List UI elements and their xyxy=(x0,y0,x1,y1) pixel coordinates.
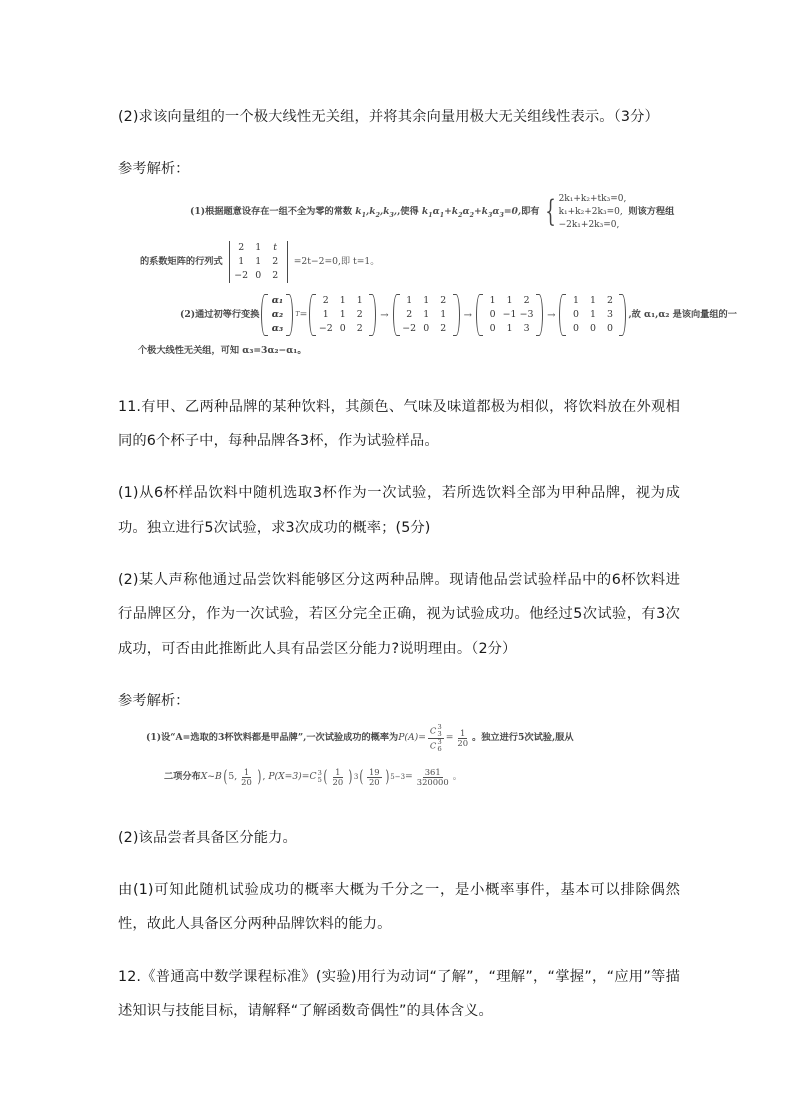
determinant xyxy=(226,241,291,283)
matrix-1-row-3 xyxy=(317,322,368,336)
result-equals: = xyxy=(405,771,413,783)
spacer xyxy=(118,142,680,152)
m2-2-1: 0 xyxy=(423,323,430,335)
matrix-2-paren-right xyxy=(453,294,460,336)
solution-1-lincomb: $k_1\alpha_1+k_2\alpha_2+k_3\alpha_3=0$, xyxy=(418,205,522,219)
matrix-1-row-2 xyxy=(317,308,368,322)
power-2-den: 20 xyxy=(368,776,380,787)
binomial-p-num: 1 xyxy=(243,766,250,777)
question-11-answer-2-body: 由(1)可知此随机试验成功的概率大概为千分之一，是小概率事件，基本可以排除偶然性，故此人具备区分两种品牌饮料的能力。 xyxy=(118,882,680,933)
m3-0-1: 1 xyxy=(506,295,513,307)
matrix-4-paren-right xyxy=(619,294,626,336)
colvec-grid xyxy=(269,294,285,336)
matrix-1-row-1 xyxy=(317,294,368,308)
spacer xyxy=(118,553,680,563)
m4-2-2: 0 xyxy=(606,323,613,335)
m3-0-0: 1 xyxy=(489,295,496,307)
solution-2-text-a: (1)设“A=选取的3杯饮料都是甲品牌”,一次试验成功的概率为 xyxy=(146,732,399,744)
m2-1-2: 1 xyxy=(440,309,447,321)
matrix-3 xyxy=(475,294,544,336)
matrix-3-grid xyxy=(484,294,535,336)
det-row-3 xyxy=(233,269,284,283)
probability-fraction-value xyxy=(455,729,470,748)
m2-1-1: 1 xyxy=(423,309,430,321)
m3-2-1: 1 xyxy=(506,323,513,335)
solution-1-conclusion: 个极大线性无关组，可知 α₃=3α₂−α₁。 xyxy=(138,345,307,357)
colvec-a2: α₂ xyxy=(271,309,284,321)
spacer xyxy=(118,674,680,684)
matrix-1 xyxy=(308,294,377,336)
colvec-row-1 xyxy=(269,294,285,308)
solution-1-det-lead: 的系数矩阵的行列式 xyxy=(140,255,223,267)
matrix-4-paren-left xyxy=(559,294,566,336)
power-term-1 xyxy=(322,766,354,789)
comb-den-base: C xyxy=(429,740,437,751)
det-cell-2-1: 0 xyxy=(255,269,262,281)
m1-0-0: 2 xyxy=(322,295,329,307)
document-content xyxy=(118,100,737,1036)
spacer xyxy=(118,466,680,476)
binomial-n: 5, xyxy=(228,771,238,783)
paren-right-glyph-2: ) xyxy=(348,766,353,787)
solution-2-distribution: X~B xyxy=(200,771,222,783)
solution-1-line-4 xyxy=(128,345,680,357)
comb-den-indices xyxy=(437,739,441,753)
det-cell-1-2: 2 xyxy=(272,255,279,267)
matrix-1-paren-left xyxy=(309,294,316,336)
matrix-3-row-1 xyxy=(484,294,535,308)
det-cell-0-1: 1 xyxy=(255,241,262,253)
spacer xyxy=(118,364,680,390)
matrix-4 xyxy=(558,294,627,336)
solution-1-text-a: (1)根据题意设存在一组不全为零的常数 xyxy=(190,205,353,217)
equation-row-2: k₁+k₂+2k₃=0, xyxy=(558,206,623,217)
colvec-row-2 xyxy=(269,308,285,322)
comb-num-indices xyxy=(437,724,441,738)
m1-1-1: 1 xyxy=(339,309,346,321)
solution-1-k1: $k_1,k_2,k_3$, xyxy=(352,205,398,219)
matrix-3-row-3 xyxy=(484,322,535,336)
m1-0-2: 1 xyxy=(356,295,363,307)
matrix-3-row-2 xyxy=(484,308,535,322)
result-num: 361 xyxy=(424,766,441,777)
matrix-4-row-1 xyxy=(567,294,618,308)
arrow-icon-2: → xyxy=(463,309,473,321)
solution-image-1 xyxy=(128,193,737,358)
m3-1-2: −3 xyxy=(519,309,534,321)
det-bar-left xyxy=(229,241,230,283)
matrix-3-paren-right xyxy=(536,294,543,336)
m1-1-0: 1 xyxy=(322,309,329,321)
question-11-part-2: (2)某人声称他通过品尝饮料能够区分这两种品牌。现请他品尝试验样品中的6杯饮料进行品牌区分，作为一次试验，若区分完全正确，视为试验成功。他经过5次试验，有3次成功，可否由此推断此人具有品尝区分能力?说明理由。（2分） xyxy=(118,572,680,657)
matrix-2-grid xyxy=(401,294,452,336)
equals-sign: = xyxy=(299,309,308,321)
solution-1-line-3: (2)通过初等行变换 α₁ α₂ α₃ T = 2 1 1 1 1 2 −2 0 2 → 1 1 2 2 1 1 −2 0 2 → 1 1 2 0 −1 −3 0 1 3 → 1 1 2 0 1 3 0 0 0 ,故 α₁,α₂ 是该向量组的一 xyxy=(128,294,680,336)
m4-0-2: 2 xyxy=(606,295,613,307)
power-2-fraction xyxy=(367,768,382,787)
det-cell-1-0: 1 xyxy=(238,255,245,267)
power-2-exponent: 5−3 xyxy=(390,772,406,781)
solution-1-text-i: 即有 xyxy=(521,205,540,217)
power-term-2 xyxy=(358,766,390,789)
prob-frac-den: 20 xyxy=(457,738,469,749)
m4-2-1: 0 xyxy=(589,323,596,335)
power-2-num: 19 xyxy=(368,766,380,777)
m2-0-2: 2 xyxy=(440,295,447,307)
m2-0-0: 1 xyxy=(406,295,413,307)
matrix-4-row-3 xyxy=(567,322,618,336)
m1-2-1: 0 xyxy=(339,323,346,335)
question-10-part-2: (2)求该向量组的一个极大线性无关组，并将其余向量用极大无关组线性表示。（3分） xyxy=(118,109,659,125)
spacer xyxy=(118,950,680,960)
m4-0-1: 1 xyxy=(589,295,596,307)
det-cell-1-1: 1 xyxy=(255,255,262,267)
probability-fraction-comb xyxy=(428,724,444,753)
m1-0-1: 1 xyxy=(339,295,346,307)
m3-2-0: 0 xyxy=(489,323,496,335)
det-cell-0-0: 2 xyxy=(238,241,245,253)
power-1-fraction xyxy=(331,768,346,787)
question-11-answer-2-head: (2)该品尝者具备区分能力。 xyxy=(118,829,297,846)
paren-right-glyph: ) xyxy=(257,766,262,787)
power-1-num: 1 xyxy=(335,766,341,777)
solution-2-line-1 xyxy=(128,724,680,753)
question-11-part-1: (1)从6杯样品饮料中随机选取3杯作为一次试验，若所选饮料全部为甲种品牌，视为成功。独立进行5次试验，求3次成功的概率；(5分) xyxy=(118,485,680,536)
px-comb-sub: 5 xyxy=(317,776,322,785)
left-brace-glyph: { xyxy=(545,194,557,230)
det-cell-2-2: 2 xyxy=(272,269,279,281)
colvec-row-3 xyxy=(269,322,285,336)
determinant-grid xyxy=(233,241,284,283)
question-12-stem: 12.《普通高中数学课程标准》(实验)用行为动词“了解”，“理解”，“掌握”，“应用”等描述知识与技能目标，请解释“了解函数奇偶性”的具体含义。 xyxy=(118,968,680,1020)
solution-1-det-tail: =2t−2=0,即 t=1。 xyxy=(293,255,380,267)
m4-1-2: 3 xyxy=(606,309,613,321)
solution-2-binomial-lead: 二项分布 xyxy=(164,771,201,783)
matrix-2-row-1 xyxy=(401,294,452,308)
solution-2-equals: = xyxy=(445,732,454,744)
m4-1-0: 0 xyxy=(572,309,579,321)
solution-1-rowop-tail: ,故 α₁,α₂ 是该向量组的一 xyxy=(628,309,737,321)
m2-0-1: 1 xyxy=(423,295,430,307)
solution-1-text-tail: 则该方程组 xyxy=(628,205,675,217)
result-period: 。 xyxy=(452,771,462,783)
colvec-a1: α₁ xyxy=(271,295,284,307)
power-1-den: 20 xyxy=(332,776,344,787)
m3-1-1: −1 xyxy=(502,309,517,321)
solution-1-line-2 xyxy=(128,241,680,283)
det-bar-right xyxy=(287,241,288,283)
comb-num-sup: 3 xyxy=(437,723,442,732)
comb-den-sub: 6 xyxy=(437,744,442,753)
m3-2-2: 3 xyxy=(523,323,530,335)
binomial-p-fraction xyxy=(239,768,254,787)
solution-2-comma: , xyxy=(262,771,269,783)
colvec-paren-right xyxy=(286,294,293,336)
matrix-1-grid xyxy=(317,294,368,336)
solution-2-pa-label: P(A)= xyxy=(398,732,426,744)
paren-left-glyph-2: ( xyxy=(323,766,328,787)
question-11-stem: 11.有甲、乙两种品牌的某种饮料，其颜色、气味及味道都极为相似，将饮料放在外观相同的6个杯子中，每种品牌各3杯，作为试验样品。 xyxy=(118,398,680,450)
colvec-paren-left xyxy=(261,294,268,336)
solution-2-px-label: P(X=3)=C xyxy=(268,771,317,783)
solution-image-2 xyxy=(128,724,680,788)
power-1-exponent: 3 xyxy=(353,772,359,781)
solution-1-text-e: ,使得 xyxy=(397,205,419,217)
colvec-a3: α₃ xyxy=(271,323,284,335)
spacer xyxy=(118,795,680,821)
spacer xyxy=(118,863,680,873)
m2-2-0: −2 xyxy=(402,323,417,335)
equation-row-3: −2k₁+2k₃=0, xyxy=(558,219,620,230)
matrix-4-grid xyxy=(567,294,618,336)
m2-1-0: 2 xyxy=(406,309,413,321)
m4-1-1: 1 xyxy=(589,309,596,321)
result-fraction xyxy=(415,768,451,787)
matrix-3-paren-left xyxy=(476,294,483,336)
m2-2-2: 2 xyxy=(440,323,447,335)
m1-1-2: 2 xyxy=(356,309,363,321)
m4-0-0: 1 xyxy=(572,295,579,307)
comb-denominator xyxy=(428,739,444,753)
paren-left-glyph: ( xyxy=(223,766,228,787)
result-den: 320000 xyxy=(416,776,449,787)
comb-num-base: C xyxy=(429,725,437,736)
paren-right-glyph-3: ) xyxy=(384,766,389,787)
equation-system xyxy=(541,193,626,232)
matrix-2-row-3 xyxy=(401,322,452,336)
matrix-2-row-2 xyxy=(401,308,452,322)
solution-2-line-2 xyxy=(128,766,680,789)
m1-2-0: −2 xyxy=(318,323,333,335)
m3-1-0: 0 xyxy=(489,309,496,321)
matrix-1-paren-right xyxy=(369,294,376,336)
matrix-2-paren-left xyxy=(393,294,400,336)
det-cell-0-2: t xyxy=(273,241,278,253)
det-row-2 xyxy=(233,255,284,269)
comb-num-sub: 3 xyxy=(437,730,442,739)
m4-2-0: 0 xyxy=(572,323,579,335)
m1-2-2: 2 xyxy=(356,323,363,335)
m3-0-2: 2 xyxy=(523,295,530,307)
equation-row-1: 2k₁+k₂+tk₃=0, xyxy=(558,193,627,204)
arrow-icon-1: → xyxy=(380,309,389,321)
solution-1-rowop-lead: (2)通过初等行变换 xyxy=(180,309,260,321)
comb-numerator xyxy=(428,724,444,739)
arrow-icon-3: → xyxy=(547,309,556,321)
paren-left-glyph-3: ( xyxy=(359,766,364,787)
comb-den-sup: 3 xyxy=(437,738,442,747)
det-cell-2-0: −2 xyxy=(234,269,249,281)
solution-2-text-tail: 。独立进行5次试验,服从 xyxy=(472,732,574,744)
px-comb-sup: 3 xyxy=(317,769,322,778)
equation-rows xyxy=(559,193,627,232)
binomial-p-den: 20 xyxy=(241,776,252,787)
solution-1-line-1 xyxy=(128,193,680,232)
column-vector xyxy=(260,294,294,336)
matrix-2 xyxy=(392,294,461,336)
binomial-params xyxy=(222,766,263,789)
analysis-label-1: 参考解析： xyxy=(118,161,190,178)
matrix-4-row-2 xyxy=(567,308,618,322)
det-row-1 xyxy=(233,241,284,255)
analysis-label-2: 参考解析： xyxy=(118,693,190,710)
prob-frac-num: 1 xyxy=(460,727,466,738)
